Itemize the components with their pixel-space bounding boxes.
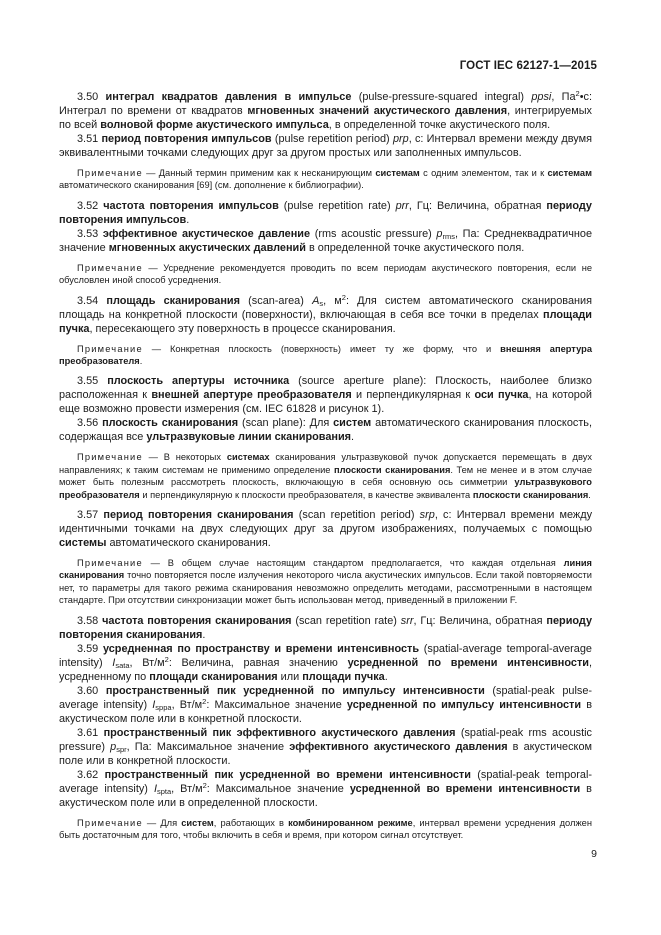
definition-3-50: 3.50 интеграл квадратов давления в импульсе (pulse-pressure-squared integral) ppsi, $Па^2•с$: Интеграл по времени от квадратов мгновенных значений акустического давления, интегрируемых по всей волновой форме акустического импульса, в определенной точке акустического поля.	[59, 89, 593, 131]
document-body	[59, 90, 592, 842]
note-3-56: Примечание — В некоторых системах сканирования ультразвуковой пучок допускается перемещать в двух направлениях; к таким системам не применимо определение плоскости сканирования. Тем не менее и в этом случае может быть полезным рассмотреть плоскость, включающую в себя основную ось симметрии ультразвукового преобразователя и перпендикулярную к плоскости преобразователя, в качестве эквивалента плоскости сканирования.	[59, 452, 592, 500]
definition-3-53: 3.53 эффективное акустическое давление (rms acoustic pressure) $p_{rms}$, Па: Среднеквадратичное значение мгновенных акустических давлений в определенной точке акустического поля.	[59, 227, 592, 254]
note-3-53: Примечание — Усреднение рекомендуется проводить по всем периодам акустического повторения, если не обусловлен иной способ усреднения.	[59, 262, 592, 286]
page-number: 9	[591, 848, 597, 860]
note-3-62: Примечание — Для систем, работающих в комбинированном режиме, интервал времени усреднения должен быть достаточным для того, чтобы включить в себя и время, при котором сигнал отсутствует.	[59, 817, 592, 841]
definition-3-61: 3.61 пространственный пик эффективного акустического давления (spatial-peak rms acoustic pressure) $p_{spr}$, Па: Максимальное значение эффективного акустического давления в акустическом поле или в конкретной плоскости.	[59, 726, 592, 767]
note-3-51: Примечание — Данный термин применим как к несканирующим системам с одним элементом, так и к системам автоматического сканирования [69] (см. дополнение к библиографии).	[59, 168, 592, 191]
definition-3-59: 3.59 усредненная по пространству и времени интенсивность (spatial-average temporal-average intensity) $I_{sata}$, $Вт/м^2$: Величина, равная значению усредненной по времени интенсивности, усредненному по площади сканирования или площади пучка.	[59, 642, 593, 683]
definition-3-62: 3.62 пространственный пик усредненной во времени интенсивности (spatial-peak temporal-average intensity) $I_{spta}$, $Вт/м^2$: Максимальное значение усредненной во времени интенсивности в акустическом поле или в определенной плоскости.	[59, 768, 592, 809]
definition-3-58: 3.58 частота повторения сканирования (scan repetition rate) srr, Гц: Величина, обратная периоду повторения сканирования.	[59, 614, 593, 641]
definition-3-54: 3.54 площадь сканирования (scan-area) $A_s$, $м^2$: Для систем автоматического сканирования площадь на конкретной плоскости (поверхности), включающая в себя все точки в пределах площади пучка, пересекающего эту поверхность в процессе сканирования.	[59, 292, 593, 335]
document-header: ГОСТ IEC 62127-1—2015	[459, 60, 597, 72]
definition-3-60: 3.60 пространственный пик усредненной по импульсу интенсивности (spatial-peak pulse-average intensity) $I_{sppa}$, $Вт/м^2$: Максимальное значение усредненной по импульсу интенсивности в акустическом поле или в конкретной плоскости.	[59, 684, 593, 725]
definition-3-57: 3.57 период повторения сканирования (scan repetition period) srp, с: Интервал времени между идентичными точками на двух следующих друг за другом изображениях, получаемых с помощью системы автоматического сканирования.	[59, 509, 593, 550]
definition-3-51: 3.51 период повторения импульсов (pulse repetition period) prp, с: Интервал времени между двумя эквивалентными точками следующих друг за другом простых или заполненных импульсов.	[59, 133, 592, 159]
definition-3-52: 3.52 частота повторения импульсов (pulse repetition rate) prr, Гц: Величина, обратная периоду повторения импульсов.	[59, 199, 592, 226]
note-3-54: Примечание — Конкретная плоскость (поверхность) имеет ту же форму, что и внешняя апертура преобразователя.	[59, 343, 592, 367]
definition-3-55: 3.55 плоскость апертуры источника (source aperture plane): Плоскость, наиболее близко расположенная к внешней апертуре преобразователя и перпендикулярная к оси пучка, на которой еще возможно провести измерения (см. IEC 61828 и рисунок 1).	[59, 375, 592, 416]
definition-3-56: 3.56 плоскость сканирования (scan plane): Для систем автоматического сканирования плоскость, содержащая все ультразвуковые линии сканирования.	[59, 417, 593, 444]
note-3-57: Примечание — В общем случае настоящим стандартом предполагается, что каждая отдельная линия сканирования точно повторяется после излучения некоторого числа акустических импульсов. Если такой повторяемости нет, то параметры для такого режима сканирования невозможно определить методами, рассмотренными в настоящем стандарте. При отсутствии синхронизации может быть использован метод, приведенный в приложении F.	[59, 558, 592, 606]
